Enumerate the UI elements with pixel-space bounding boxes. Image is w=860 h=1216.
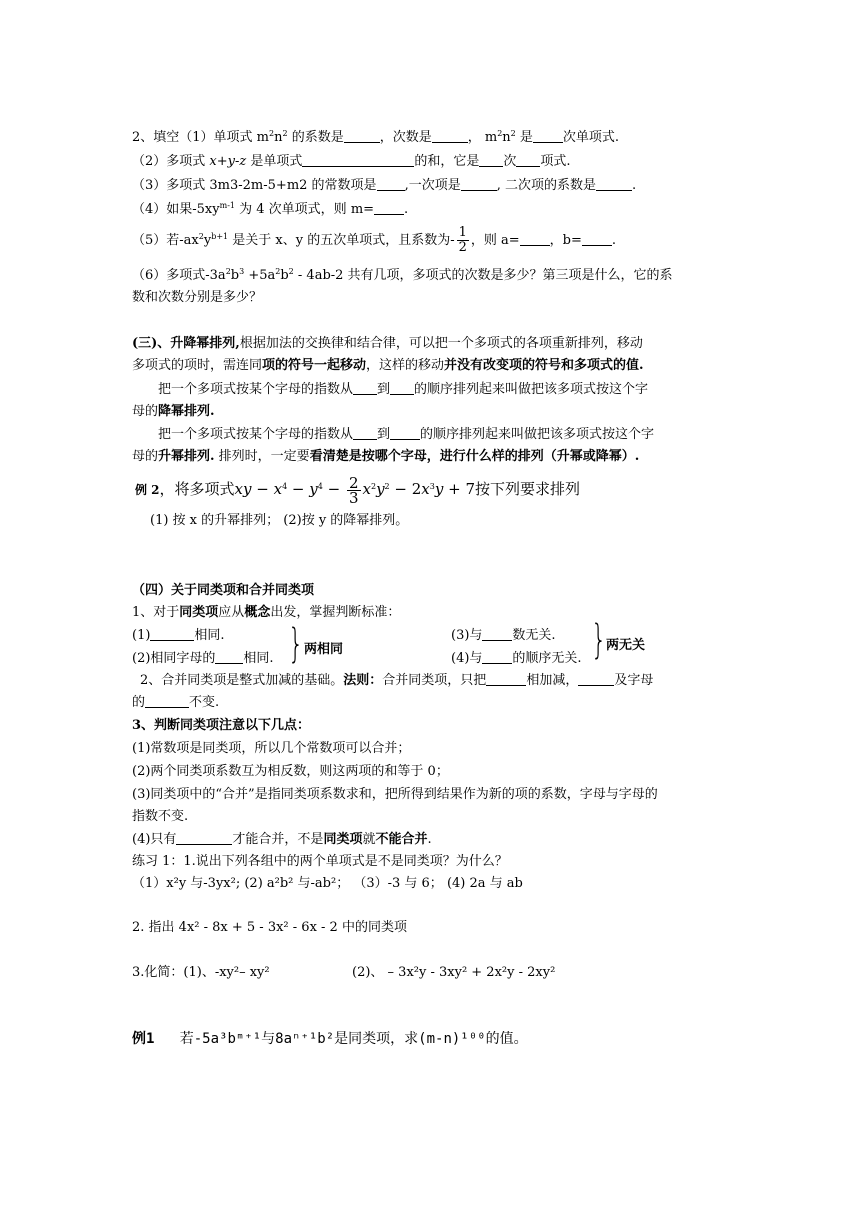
- blank[interactable]: [145, 695, 189, 708]
- blank[interactable]: [479, 154, 503, 167]
- brace-icon: }: [288, 621, 304, 667]
- example-1: 例1 若-5a³bᵐ⁺¹与8aⁿ⁺¹b²是同类项，求(m-n)¹⁰⁰的值。: [132, 1031, 528, 1047]
- s3-p1b: 多项式的项时，需连同项的符号一起移动，这样的移动并没有改变项的符号和多项式的值.: [132, 358, 644, 373]
- label-two-irrelevant: 两无关: [606, 638, 646, 653]
- s3-p3: 把一个多项式按某个字母的指数从 到 的顺序排列起来叫做把该多项式按这个字: [158, 427, 655, 442]
- blank[interactable]: [150, 628, 194, 641]
- q3-line: （3）多项式 3m3-2m-5+m2 的常数项是 ,一次项是 , 二次项的系数是 .: [132, 178, 637, 193]
- practice-3a: 3.化简：(1)、-xy²– xy²: [132, 965, 270, 980]
- brace-icon: }: [591, 617, 607, 663]
- blank[interactable]: [176, 832, 232, 845]
- s3-p2b: 母的降幂排列.: [132, 404, 215, 419]
- blank[interactable]: [377, 178, 405, 191]
- s4-l2b: 的 不变.: [132, 695, 220, 710]
- criterion-3: (3)与 数无关.: [451, 628, 556, 643]
- fraction: $\frac{2}{3}$: [348, 473, 359, 507]
- criterion-2: (2)相同字母的 相同.: [132, 651, 274, 666]
- blank[interactable]: [516, 154, 540, 167]
- blank[interactable]: [432, 130, 468, 143]
- note-3: (3)同类项中的“合并”是指同类项系数求和，把所得到结果作为新的项的系数，字母与字母的: [132, 787, 658, 802]
- blank[interactable]: [582, 233, 612, 246]
- note-3b: 指数不变.: [132, 809, 189, 824]
- s4-head: （四）关于同类项和合并同类项: [132, 583, 315, 598]
- q5-line: （5）若$-ax^2y^{b+1}$ 是关于 x、y 的五次单项式，且系数为- $\frac{1}{2}$ ，则 a= ，b= .: [132, 225, 617, 255]
- criterion-4: (4)与 的顺序无关.: [451, 651, 582, 666]
- practice-1: 练习 1：1.说出下列各组中的两个单项式是不是同类项？为什么？: [132, 854, 508, 869]
- blank[interactable]: [374, 202, 404, 215]
- q1-line: 2、填空（1）单项式 $m^2n^2$ 的系数是 ，次数是 ， $m^2n^2$ 是 次单项式.: [132, 129, 620, 145]
- blank[interactable]: [578, 673, 614, 686]
- blank[interactable]: [353, 427, 377, 440]
- q6-line: （6）多项式$-3a^2b^3 +5a^2b^2 - 4ab-2$ 共有几项，多项式的次数是多少？第三项是什么，它的系: [132, 267, 673, 283]
- blank[interactable]: [390, 427, 420, 440]
- label-two-same: 两相同: [304, 642, 344, 657]
- s4-l1: 1、对于同类项应从概念出发，掌握判断标准：: [132, 605, 401, 620]
- blank[interactable]: [353, 382, 377, 395]
- note-2: (2)两个同类项系数互为相反数，则这两项的和等于 0；: [132, 764, 449, 779]
- q2-line: （2）多项式 x+y-z 是单项式 的和，它是 次 项式.: [132, 154, 571, 169]
- q4-line: （4）如果$-5xy^{m-1}$ 为 4 次单项式，则 m= .: [132, 201, 409, 217]
- example-2: 例 2，将多项式xy − $x^4 - y^4$ − $\frac{2}{3}$ $x^2y^2 - 2x^3y + 7$按下列要求排列: [135, 473, 581, 507]
- blank[interactable]: [482, 628, 512, 641]
- s4-l2: 2、合并同类项是整式加减的基础。法则：合并同类项，只把 相加减， 及字母: [140, 673, 654, 688]
- note-1: (1)常数项是同类项，所以几个常数项可以合并；: [132, 741, 411, 756]
- s3-p2: 把一个多项式按某个字母的指数从 到 的顺序排列起来叫做把该多项式按这个字: [158, 382, 649, 397]
- blank[interactable]: [461, 178, 497, 191]
- practice-1-items: （1）x²y 与-3yx²; (2) a²b² 与-ab²； （3）-3 与 6； (4) 2a 与 ab: [132, 876, 523, 891]
- blank[interactable]: [596, 178, 632, 191]
- blank[interactable]: [533, 130, 563, 143]
- blank[interactable]: [486, 673, 526, 686]
- criterion-1: (1) 相同.: [132, 628, 225, 643]
- blank[interactable]: [344, 130, 380, 143]
- q6-line2: 数和次数分别是多少？: [132, 290, 263, 305]
- note-4: (4)只有 才能合并，不是同类项就不能合并.: [132, 832, 432, 847]
- blank[interactable]: [390, 382, 414, 395]
- blank[interactable]: [520, 233, 550, 246]
- blank[interactable]: [215, 651, 243, 664]
- s4-l3: 3、判断同类项注意以下几点：: [132, 718, 311, 733]
- blank[interactable]: [302, 154, 414, 167]
- s3-p1: (三)、升降幂排列,根据加法的交换律和结合律，可以把一个多项式的各项重新排列，移动: [132, 336, 643, 351]
- blank[interactable]: [482, 651, 512, 664]
- fraction: $\frac{1}{2}$: [458, 225, 467, 255]
- practice-2: 2. 指出 4x² - 8x + 5 - 3x² - 6x - 2 中的同类项: [132, 920, 407, 935]
- practice-3b: (2)、 – 3x²y - 3xy² + 2x²y - 2xy²: [352, 965, 556, 980]
- example-2-sub: (1) 按 x 的升幂排列； (2)按 y 的降幂排列。: [150, 513, 409, 528]
- s3-p3b: 母的升幂排列. 排列时，一定要看清楚是按哪个字母，进行什么样的排列（升幂或降幂）.: [132, 449, 640, 464]
